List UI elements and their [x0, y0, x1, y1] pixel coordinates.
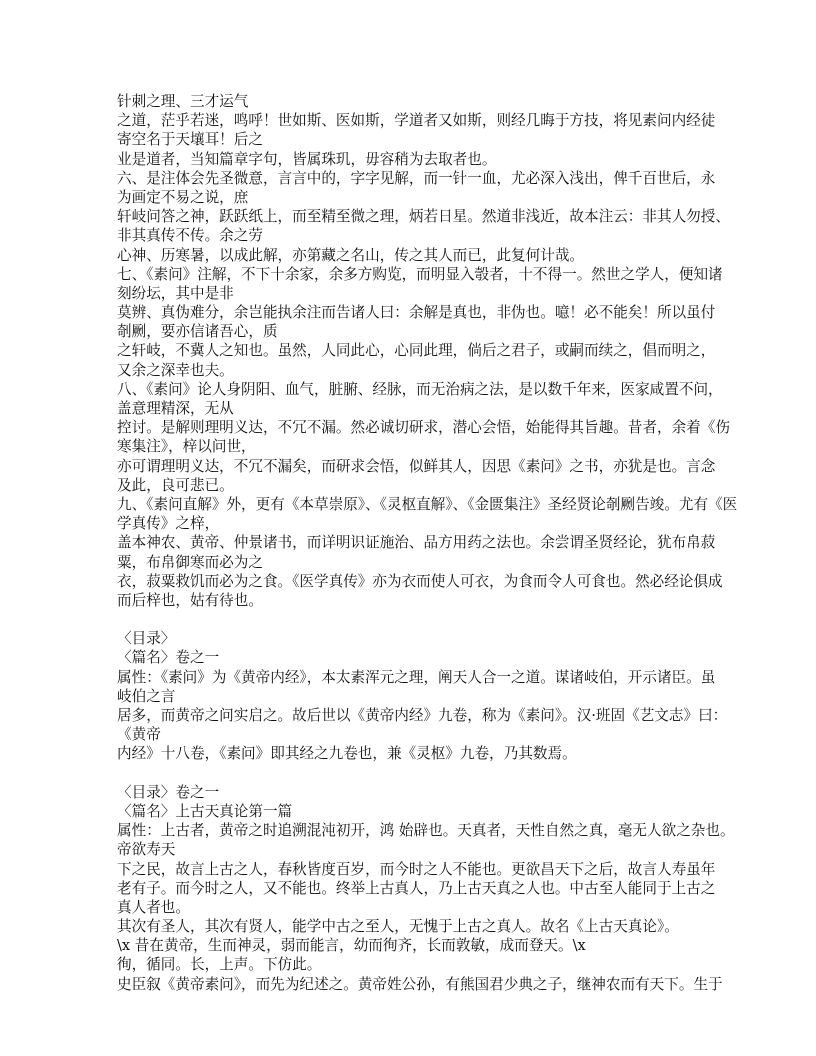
text-line: 之道，茫乎若迷，鸣呼！世如斯、医如斯，学道者又如斯，则经几晦于方技，将见素问内经徒: [117, 112, 716, 130]
text-line: 亦可谓理明义达，不冗不漏矣，而研求会悟，似鲜其人，因思《素问》之书，亦犹是也。言念: [117, 457, 716, 475]
text-line: \x 昔在黄帝，生而神灵，弱而能言，幼而徇齐，长而敦敏，成而登天。\x: [117, 937, 586, 955]
text-line: 〈篇名〉上古天真论第一篇: [117, 802, 293, 820]
text-line: 又余之深幸也夫。: [117, 361, 234, 379]
text-line: 学真传》之梓，: [117, 515, 220, 533]
text-line: 盖意理精深，无从: [117, 400, 234, 417]
text-line: 七、《素问》注解，不下十余家，余多方购览，而明显入彀者，十不得一。然世之学人，便知诸: [117, 265, 723, 283]
text-line: 业是道者，当知篇章字句，皆属珠玑，毋容稍为去取者也。: [117, 150, 497, 168]
text-line: 八、《素问》论人身阴阳、血气，脏腑、经脉，而无治病之法，是以数千年来，医家咸置不问，: [117, 380, 723, 398]
text-line: 及此，良可悲已。: [117, 476, 234, 494]
text-line: 寄空名于天壤耳！后之: [117, 131, 263, 149]
text-line: 真人者也。: [117, 898, 190, 916]
text-line: 〈目录〉卷之一: [117, 783, 220, 801]
text-line: 九、《素问直解》外，更有《本草崇原》、《灵枢直解》、《金匮集注》圣经贤论剞劂告竣。尤有《医: [117, 495, 738, 513]
text-line: 其次有圣人，其次有贤人，能学中古之至人，无愧于上古之真人。故名《上古天真论》。: [117, 918, 679, 936]
text-line: 非其真传不传。余之劳: [117, 227, 263, 245]
text-line: 为画定不易之说，庶: [117, 188, 249, 206]
text-line: 心神、历寒暑，以成此解，亦第藏之名山，传之其人而已，此复何计哉。: [117, 246, 585, 264]
document-page: [117, 92, 738, 994]
text-line: 盖本神农、黄帝、仲景诸书，而详明识证施治、品方用药之法也。余尝谓圣贤经论，犹布帛菽: [117, 534, 716, 552]
text-line: 属性：上古者，黄帝之时追溯混沌初开，鸿 始辟也。天真者，天性自然之真，毫无人欲之杂也。: [117, 822, 735, 840]
text-line: 老有子。而今时之人，又不能也。终举上古真人，乃上古天真之人也。中古至人能同于上古之: [117, 879, 716, 897]
text-line: 之轩岐，不冀人之知也。虽然，人同此心，心同此理，倘后之君子，或嗣而续之，倡而明之，: [117, 342, 716, 360]
text-line: 下之民，故言上古之人，春秋皆度百岁，而今时之人不能也。更欲昌天下之后，故言人寿虽年: [117, 860, 716, 878]
text-line: 衣，菽粟救饥而必为之食。《医学真传》亦为衣而使人可衣，为食而令人可食也。然必经论俱成: [117, 572, 723, 590]
text-line: 《黄帝: [117, 726, 161, 744]
text-line: 徇，循同。长，上声。下仿此。: [117, 956, 322, 974]
text-line: 内经》十八卷，《素问》即其经之九卷也，兼《灵枢》九卷，乃其数焉。: [117, 745, 577, 763]
text-line: 史臣叙《黄帝素问》，而先为纪述之。黄帝姓公孙，有熊国君少典之子，继神农而有天下。生于: [117, 975, 723, 993]
text-line: 粟，布帛御寒而必为之: [117, 553, 263, 571]
text-line: 〈目录〉: [117, 630, 176, 648]
text-line: 寒集注》，梓以问世，: [117, 438, 256, 456]
text-line: 莫辨、真伪难分，余岂能执余注而告诸人曰：余解是真也，非伪也。噫！必不能矣！所以虽付: [117, 304, 716, 322]
blank-line: [117, 764, 713, 783]
text-line: 轩岐问答之神，跃跃纸上，而至精至微之理，炳若日星。然道非浅近，故本注云：非其人勿授、: [117, 208, 730, 226]
text-line: 刻纷坛，其中是非: [117, 284, 234, 302]
text-line: 六、是注体会先圣微意，言言中的，字字见解，而一针一血，尤必深入浅出，俾千百世后，永: [117, 169, 716, 187]
text-line: 剞劂，要亦信诸吾心，质: [117, 323, 278, 341]
blank-line: [117, 610, 713, 629]
text-line: 而后梓也，姑有待也。: [117, 591, 263, 609]
text-line: 属性：《素问》为《黄帝内经》，本太素浑元之理，阐天人合一之道。谋诸岐伯，开示诸臣。虽: [117, 668, 716, 686]
text-line: 帝欲寿天: [117, 841, 176, 859]
text-line: 岐伯之言: [117, 687, 176, 705]
text-line: 〈篇名〉卷之一: [117, 649, 220, 667]
text-line: 针刺之理、三才运气: [117, 93, 249, 110]
text-line: 控讨。是解则理明义达，不冗不漏。然必诚切研求，潜心会悟，始能得其旨趣。昔者，余着《伤: [117, 419, 730, 437]
text-line: 居多，而黄帝之问实启之。故后世以《黄帝内经》九卷，称为《素问》。汉·班固《艺文志》曰：: [117, 707, 728, 724]
